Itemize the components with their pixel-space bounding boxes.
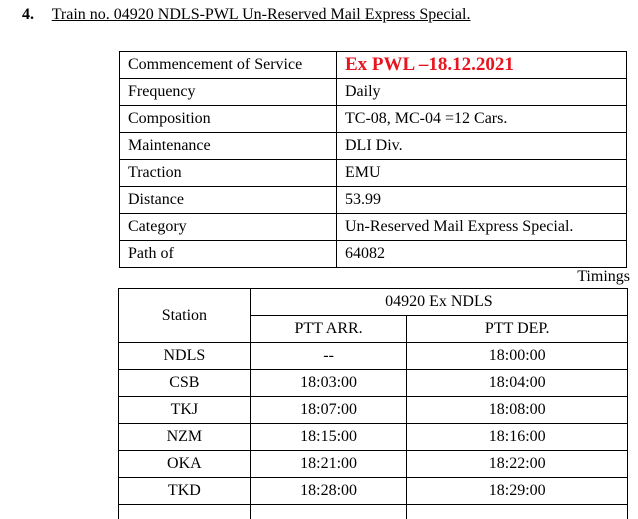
info-label: Commencement of Service <box>120 52 337 79</box>
timing-row <box>119 424 628 451</box>
info-label: Traction <box>120 160 337 187</box>
info-row <box>120 106 627 133</box>
info-label: Frequency <box>120 79 337 106</box>
arr-header: PTT ARR. <box>250 316 407 343</box>
section-title: Train no. 04920 NDLS-PWL Un-Reserved Mail Express Special. <box>51 6 471 23</box>
timing-arr: 18:15:00 <box>250 424 407 451</box>
info-row <box>120 133 627 160</box>
timing-arr: 18:03:00 <box>250 370 407 397</box>
timing-row <box>119 370 628 397</box>
timing-dep: 18:08:00 <box>407 397 628 424</box>
timing-dep: 18:16:00 <box>407 424 628 451</box>
timing-arr: 18:28:00 <box>250 478 407 505</box>
timing-row <box>119 343 628 370</box>
info-value: 53.99 <box>337 187 627 214</box>
station-header: Station <box>119 289 251 343</box>
timing-dep: 18:29:00 <box>407 478 628 505</box>
timing-station: NDLS <box>119 343 251 370</box>
timing-empty-cell <box>250 505 407 519</box>
timing-station: TKJ <box>119 397 251 424</box>
service-info-table <box>119 51 627 268</box>
info-row <box>120 241 627 268</box>
info-label: Distance <box>120 187 337 214</box>
info-value: Daily <box>337 79 627 106</box>
info-row <box>120 187 627 214</box>
info-label: Composition <box>120 106 337 133</box>
info-value: 64082 <box>337 241 627 268</box>
timing-station: NZM <box>119 424 251 451</box>
train-header: 04920 Ex NDLS <box>250 289 627 316</box>
info-row <box>120 52 627 79</box>
timing-dep: 18:04:00 <box>407 370 628 397</box>
timing-arr: 18:21:00 <box>250 451 407 478</box>
info-value: EMU <box>337 160 627 187</box>
info-label: Category <box>120 214 337 241</box>
timing-dep: 18:22:00 <box>407 451 628 478</box>
info-value: DLI Div. <box>337 133 627 160</box>
timings-label: Timings <box>577 268 630 285</box>
timings-table <box>118 288 628 519</box>
timing-arr: -- <box>250 343 407 370</box>
info-value: Un-Reserved Mail Express Special. <box>337 214 627 241</box>
info-label: Path of <box>120 241 337 268</box>
timing-station: OKA <box>119 451 251 478</box>
timing-dep: 18:00:00 <box>407 343 628 370</box>
info-row <box>120 79 627 106</box>
timing-row <box>119 451 628 478</box>
info-value: TC-08, MC-04 =12 Cars. <box>337 106 627 133</box>
timing-row <box>119 397 628 424</box>
info-row <box>120 214 627 241</box>
timing-empty-cell <box>407 505 628 519</box>
timing-empty-cell <box>119 505 251 519</box>
dep-header: PTT DEP. <box>407 316 628 343</box>
info-label: Maintenance <box>120 133 337 160</box>
timings-header-row <box>119 289 628 316</box>
timing-arr: 18:07:00 <box>250 397 407 424</box>
timing-row <box>119 478 628 505</box>
info-row <box>120 160 627 187</box>
timing-station: TKD <box>119 478 251 505</box>
timing-row-empty <box>119 505 628 519</box>
timing-station: CSB <box>119 370 251 397</box>
section-heading <box>22 6 470 24</box>
info-value: Ex PWL –18.12.2021 <box>337 52 627 79</box>
section-number: 4. <box>22 6 34 23</box>
